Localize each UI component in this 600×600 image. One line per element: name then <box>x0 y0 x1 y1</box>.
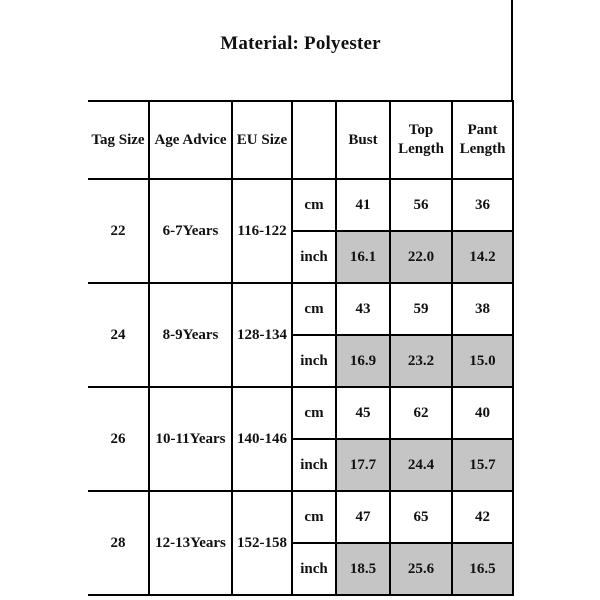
unit-inch-cell: inch <box>292 335 336 387</box>
pant-length-cm-cell: 40 <box>452 387 513 439</box>
unit-cm-cell: cm <box>292 283 336 335</box>
unit-cm-cell: cm <box>292 491 336 543</box>
size-24-cm-row <box>88 283 513 335</box>
unit-inch-cell: inch <box>292 543 336 595</box>
header-unit <box>292 101 336 179</box>
pant-length-cm-cell: 38 <box>452 283 513 335</box>
top-length-cm-cell: 56 <box>390 179 452 231</box>
bust-cm-cell: 47 <box>336 491 390 543</box>
top-length-inch-cell: 23.2 <box>390 335 452 387</box>
tag-size-cell: 26 <box>88 387 149 491</box>
top-length-inch-cell: 25.6 <box>390 543 452 595</box>
eu-size-cell: 152-158 <box>232 491 292 595</box>
age-advice-cell: 6-7Years <box>149 179 232 283</box>
pant-length-inch-cell: 15.0 <box>452 335 513 387</box>
size-22-cm-row <box>88 179 513 231</box>
bust-inch-cell: 16.9 <box>336 335 390 387</box>
unit-cm-cell: cm <box>292 179 336 231</box>
unit-inch-cell: inch <box>292 439 336 491</box>
top-length-inch-cell: 24.4 <box>390 439 452 491</box>
tag-size-cell: 28 <box>88 491 149 595</box>
tag-size-cell: 22 <box>88 179 149 283</box>
header-top-length: Top Length <box>390 101 452 179</box>
bust-inch-cell: 16.1 <box>336 231 390 283</box>
header-age-advice: Age Advice <box>149 101 232 179</box>
bust-inch-cell: 17.7 <box>336 439 390 491</box>
eu-size-cell: 128-134 <box>232 283 292 387</box>
top-length-cm-cell: 62 <box>390 387 452 439</box>
top-length-inch-cell: 22.0 <box>390 231 452 283</box>
pant-length-cm-cell: 42 <box>452 491 513 543</box>
eu-size-cell: 140-146 <box>232 387 292 491</box>
size-28-cm-row <box>88 491 513 543</box>
header-pant-length: Pant Length <box>452 101 513 179</box>
pant-length-inch-cell: 16.5 <box>452 543 513 595</box>
unit-inch-cell: inch <box>292 231 336 283</box>
header-eu-size: EU Size <box>232 101 292 179</box>
pant-length-inch-cell: 14.2 <box>452 231 513 283</box>
bust-cm-cell: 43 <box>336 283 390 335</box>
age-advice-cell: 12-13Years <box>149 491 232 595</box>
unit-cm-cell: cm <box>292 387 336 439</box>
age-advice-cell: 8-9Years <box>149 283 232 387</box>
top-length-cm-cell: 65 <box>390 491 452 543</box>
pant-length-cm-cell: 36 <box>452 179 513 231</box>
bust-cm-cell: 45 <box>336 387 390 439</box>
tag-size-cell: 24 <box>88 283 149 387</box>
bust-inch-cell: 18.5 <box>336 543 390 595</box>
pant-length-inch-cell: 15.7 <box>452 439 513 491</box>
header-row <box>88 101 513 179</box>
bust-cm-cell: 41 <box>336 179 390 231</box>
age-advice-cell: 10-11Years <box>149 387 232 491</box>
material-title: Material: Polyester <box>220 33 381 54</box>
size-chart-table <box>88 100 514 596</box>
top-length-cm-cell: 59 <box>390 283 452 335</box>
header-bust: Bust <box>336 101 390 179</box>
header-tag-size: Tag Size <box>88 101 149 179</box>
eu-size-cell: 116-122 <box>232 179 292 283</box>
size-26-cm-row <box>88 387 513 439</box>
